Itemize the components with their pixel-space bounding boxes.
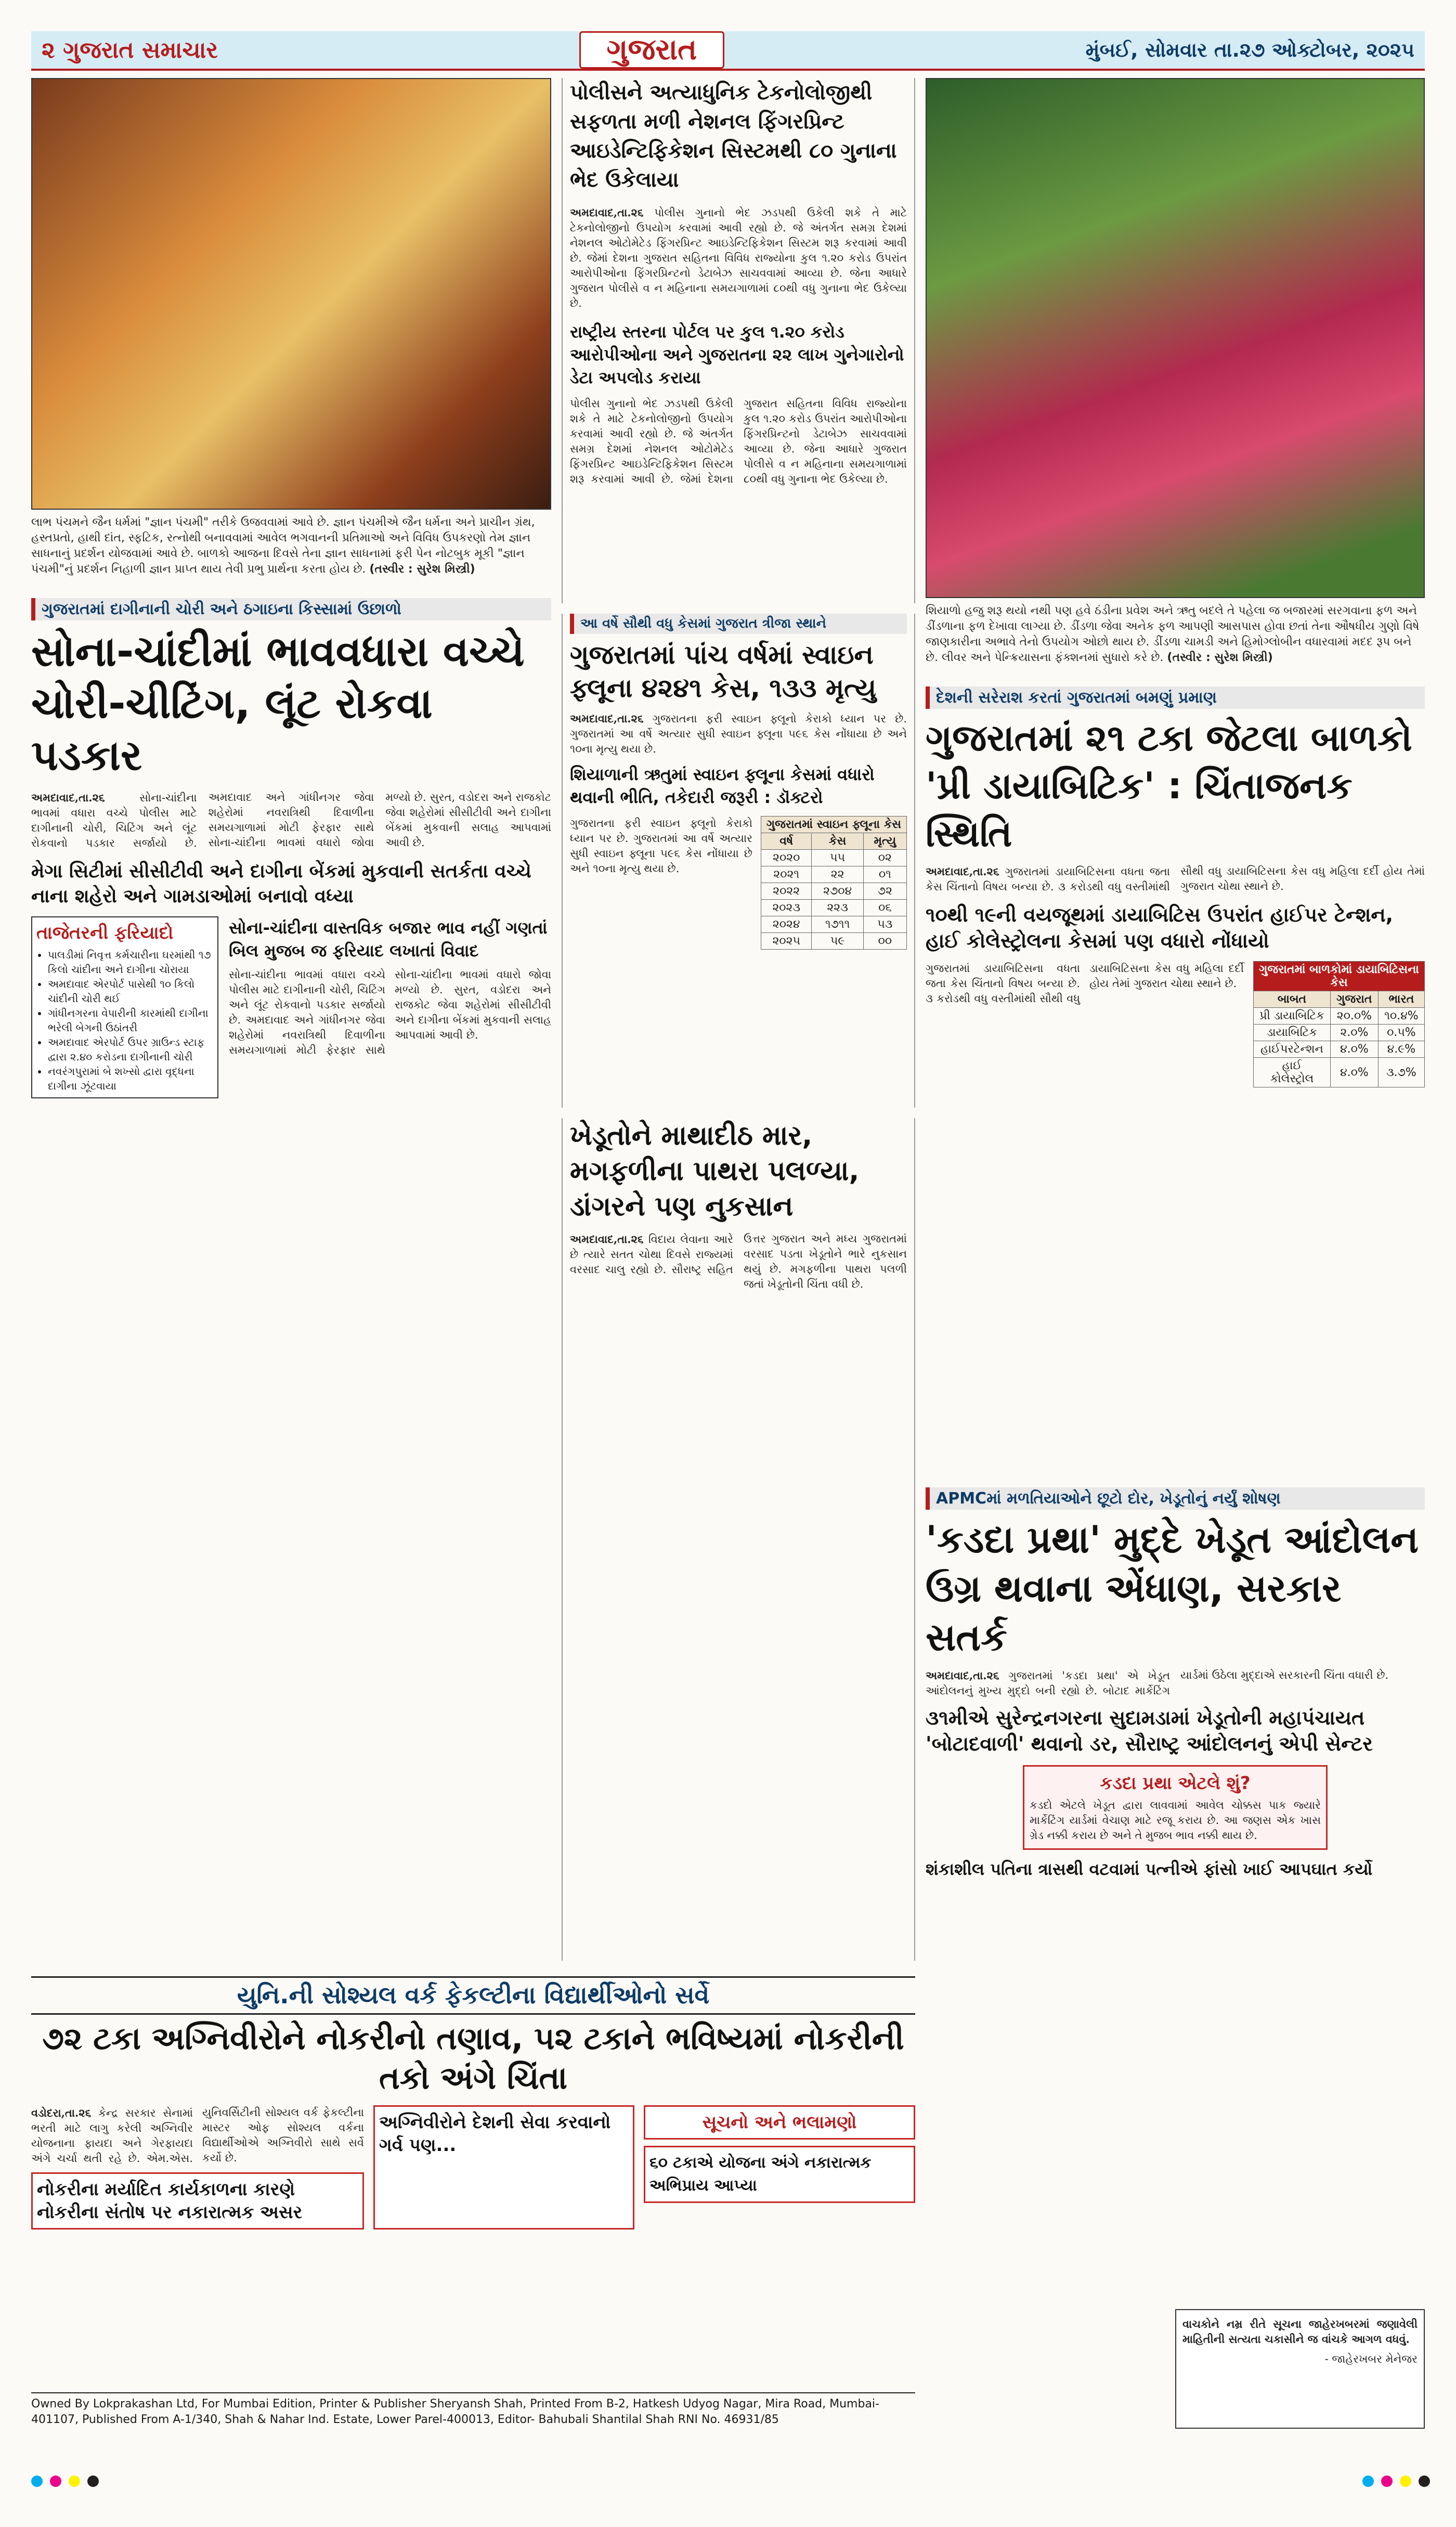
apmc-story xyxy=(926,1487,1425,2299)
survey-box2-title: અગ્નિવીરોને દેશની સેવા કરવાનો ગર્વ પણ... xyxy=(379,2112,611,2156)
complaints-box xyxy=(31,916,218,1098)
survey-columns xyxy=(31,2105,915,2230)
swine-table xyxy=(761,816,907,950)
footer-imprint: Owned By Lokprakashan Ltd, For Mumbai Edition, Printer & Publisher Sheryansh Shah, Printed From B-2, Hatkesh Udyog Nagar, Mira Road, Mumbai- 401107, Published From A-1/340, Shah & Nahar Ind. Estate, Lower Parel-400013, Editor- Bahubali Shantilal Shah RNI No. 46931/85 xyxy=(31,2392,915,2439)
photo-left-credit: (તસ્વીર : સુરેશ મિસ્ત્રી) xyxy=(369,563,475,576)
diabetes-story xyxy=(926,686,1425,1477)
diabetes-kicker: દેશની સરેરાશ કરતાં ગુજરાતમાં બમણું પ્રમાણ xyxy=(926,686,1425,709)
photo-left-caption-text: લાભ પંચમને જૈન ધર્મમાં "જ્ઞાન પંચમી" તરીકે ઉજવવામાં આવે છે. જ્ઞાન પંચમીએ જૈન ધર્મના અને પ્રાચીન ગ્રંથ, હસ્તપ્રતો, હાથી દાંત, સ્ફટિક, રત્નોથી બનાવવામાં આવેલ ભગવાનની પ્રતિમાઓ અને વિવિધ ઉપકરણો તેમ જ્ઞાન સાધનાનું પ્રદર્શન યોજવામાં આવે છે. બાળકો આજના દિવસે તેના જ્ઞાન સાધનામાં ફરી પેન નોટબુક મૂકી "જ્ઞાન પંચમી"નું પ્રદર્શન નિહાળી જ્ઞાન પ્રાપ્ત થાય તેવી પ્રભુ પ્રાર્થના કરતા હોય છે. xyxy=(31,516,535,576)
gold-right-col xyxy=(229,916,551,1098)
gold-subhead: મેગા સિટીમાં સીસીટીવી અને દાગીના બેંકમાં મુકવાની સતર્કતા વચ્ચે નાના શહેરો અને ગામડાઓમાં બનાવો વધ્યા xyxy=(31,861,531,907)
survey-box2 xyxy=(373,2105,634,2230)
table-row xyxy=(761,850,906,866)
swine-body-wrap xyxy=(570,711,907,757)
farm-dateline: અમદાવાદ,તા.૨૬ xyxy=(570,1233,644,1246)
section-title: ગુજરાત xyxy=(579,31,725,69)
table-row xyxy=(1254,1041,1425,1058)
page-paper-label: ૨ ગુજરાત સમાચાર xyxy=(42,36,218,63)
table-cell: ૨૦૨૦ xyxy=(761,850,812,866)
survey-box1 xyxy=(31,2172,364,2230)
diabetes-dateline: અમદાવાદ,તા.૨૬ xyxy=(926,865,999,878)
gold-headline: સોના-ચાંદીમાં ભાવવધારા વચ્ચે ચોરી-ચીટિંગ, લૂંટ રોકવા પડકાર xyxy=(31,627,525,780)
table-cell: ૪.૦% xyxy=(1330,1058,1378,1087)
list-item: • અમદાવાદ એરપોર્ટ ઉપર ગ્રાઉન્ડ સ્ટાફ દ્વારા ૨.૪૦ કરોડના દાગીનાની ચોરી xyxy=(48,1035,213,1064)
table-cell: ૨૨ xyxy=(812,866,863,883)
apmc-subhead2: શંકાશીલ પતિના ત્રાસથી વટવામાં પત્નીએ ફાંસો ખાઈ આપઘાત કર્યો xyxy=(926,1859,1373,1879)
gold-dateline: અમદાવાદ,તા.૨૬ xyxy=(31,791,105,804)
table-cell: ૫૩ xyxy=(863,916,906,933)
swine-body: ગુજરાતના ફરી સ્વાઇન ફ્લૂનો કેરાકો ધ્યાન પર છે. ગુજરાતમાં આ વર્ષે અત્યાર સુધી સ્વાઇન ફ્લૂના ૫૯૬ કેસ નોંધાયા છે અને ૧૦ના મૃત્યુ થયા છે. xyxy=(570,712,907,755)
table-cell: ૦૧ xyxy=(863,866,906,883)
survey-box1-title: નોકરીના મર્યાદિત કાર્યકાળના કારણે નોકરીના સંતોષ પર નકારાત્મક અસર xyxy=(37,2179,303,2223)
table-header: ગુજરાત xyxy=(1330,991,1378,1008)
fingerprint-story xyxy=(562,78,915,603)
gold-subhead2: સોના-ચાંદીના વાસ્તવિક બજાર ભાવ નહીં ગણતાં બિલ મુજબ જ ફરિયાદ લખાતાં વિવાદ xyxy=(229,918,548,961)
apmc-headline: 'કડદા પ્રથા' મુદ્દે ખેડૂત આંદોલન ઉગ્ર થવાના એંધાણ, સરકાર સતર્ક xyxy=(926,1518,1419,1659)
table-cell: ૫૯ xyxy=(812,933,863,950)
table-cell: ૨૦.૦% xyxy=(1330,1008,1378,1025)
fingerprint-filler xyxy=(570,396,907,487)
note-sign: - જાહેરખબર મેનેજર xyxy=(1324,2353,1418,2365)
diabetes-headline: ગુજરાતમાં ૨૧ ટકા જેટલા બાળકો 'પ્રી ડાયાબિટિક' : ચિંતાજનક સ્થિતિ xyxy=(926,717,1412,855)
table-cell: ૦૬ xyxy=(863,900,906,916)
table-cell: ૧૦.૪% xyxy=(1378,1008,1424,1025)
advert-note-box xyxy=(1175,2309,1425,2429)
list-item: • નવરંગપુરામાં બે શખ્સો દ્વારા વૃદ્ધના દાગીના ઝૂંટવાયા xyxy=(48,1064,213,1093)
table-cell: ૦૦ xyxy=(863,933,906,950)
swine-body-repeat: ગુજરાતના ફરી સ્વાઇન ફ્લૂનો કેરાકો ધ્યાન પર છે. ગુજરાતમાં આ વર્ષે અત્યાર સુધી સ્વાઇન ફ્લૂના ૫૯૬ કેસ નોંધાયા છે અને ૧૦ના મૃત્યુ થયા છે. xyxy=(570,817,752,875)
list-item: • અમદાવાદ એરપોર્ટ પાસેથી ૧૦ કિલો ચાંદીની ચોરી થઈ xyxy=(48,977,213,1006)
table-row xyxy=(1254,1008,1425,1025)
swine-kicker: આ વર્ષે સૌથી વધુ કેસમાં ગુજરાત ત્રીજા સ્થાને xyxy=(570,614,907,634)
table-cell: ૪.૯% xyxy=(1378,1041,1424,1058)
fingerprint-body-cont: પોલીસ ગુનાનો ભેદ ઝડપથી ઉકેલી શકે તે માટે ટેકનોલોજીનો ઉપયોગ કરવામાં આવી રહ્યો છે. જે અંતર્ગત સમગ્ર દેશમાં નેશનલ ઓટોમેટેડ ફિંગરપ્રિન્ટ આઇડેન્ટિફિકેશન સિસ્ટમ શરૂ કરવામાં આવી છે. જેમાં દેશના ગુજરાત સહિતના વિવિધ રાજ્યોના કુલ ૧.૨૦ કરોડ ઉપરાંત આરોપીઓના ફિંગરપ્રિન્ટનો ડેટાબેઝ સાચવવામાં આવ્યા છે. જેના આધારે ગુજરાત પોલીસે વ ન મહિનાના સમયગાળામાં ૮૦થી વધુ ગુનાના ભેદ ઉકેલ્યા છે. xyxy=(570,397,907,485)
fingerprint-dateline: અમદાવાદ,તા.૨૬ xyxy=(570,206,644,219)
survey-box3 xyxy=(644,2105,915,2140)
gold-body-wrap xyxy=(31,790,551,851)
black-dot xyxy=(1419,2476,1430,2487)
fingerprint-body-wrap xyxy=(570,205,907,311)
jnan-panchami-photo xyxy=(31,78,551,510)
table-cell: હાઈ કોલેસ્ટ્રોલ xyxy=(1254,1058,1331,1087)
table-cell: ૦૨ xyxy=(863,850,906,866)
photo-right-caption xyxy=(926,603,1425,681)
table-cell: ૪.૦% xyxy=(1330,1041,1378,1058)
magenta-dot xyxy=(50,2476,61,2487)
table-cell: ૧૭૧૧ xyxy=(812,916,863,933)
diabetes-body-cont xyxy=(926,961,1244,1087)
dindla-fruit-photo xyxy=(926,78,1425,598)
table-cell: ૨૭૦૪ xyxy=(812,883,863,900)
gold-story xyxy=(31,598,551,1451)
table-cell: ૨૦૨૫ xyxy=(761,933,812,950)
table-cell: ડાયાબિટિક xyxy=(1254,1025,1331,1041)
registration-dots-left xyxy=(31,2476,99,2487)
apmc-body: ગુજરાતમાં 'કડદા પ્રથા' એ ખેડૂત આંદોલનનું મુખ્ય મુદ્દો બની રહ્યો છે. બોટાદ માર્કેટિંગ યાર્ડમાં ઉઠેલા મુદ્દાએ સરકારની ચિંતા વધારી છે. xyxy=(926,1669,1389,1697)
diabetes-table xyxy=(1253,961,1425,1087)
complaints-list xyxy=(36,948,213,1093)
table-cell: ૦.૫% xyxy=(1378,1025,1424,1041)
diabetes-body-wrap xyxy=(926,864,1425,895)
survey-body: કેન્દ્ર સરકાર સેનામાં ભરતી માટે લાગુ કરેલી અગ્નિવીર યોજનાના ફાયદા અને ગેરફાયદા અંગે ચર્ચા થતી રહે છે. એમ.એસ. યુનિવર્સિટીની સોશ્યલ વર્ક ફેકલ્ટીના માસ્ટર ઓફ સોશ્યલ વર્કના વિદ્યાર્થીઓએ અગ્નિવીરો સાથે સર્વે કર્યો છે. xyxy=(31,2106,364,2165)
fingerprint-body: પોલીસ ગુનાનો ભેદ ઝડપથી ઉકેલી શકે તે માટે ટેકનોલોજીનો ઉપયોગ કરવામાં આવી રહ્યો છે. જે અંતર્ગત સમગ્ર દેશમાં નેશનલ ઓટોમેટેડ ફિંગરપ્રિન્ટ આઇડેન્ટિફિકેશન સિસ્ટમ શરૂ કરવામાં આવી છે. જેમાં દેશના ગુજરાત સહિતના વિવિધ રાજ્યોના કુલ ૧.૨૦ કરોડ ઉપરાંત આરોપીઓના ફિંગરપ્રિન્ટનો ડેટાબેઝ સાચવવામાં આવ્યા છે. જેના આધારે ગુજરાત પોલીસે વ ન મહિનાના સમયગાળામાં ૮૦થી વધુ ગુનાના ભેદ ઉકેલ્યા છે. xyxy=(570,206,907,309)
gold-body-cont xyxy=(229,967,551,1058)
fingerprint-subhead: રાષ્ટ્રીય સ્તરના પોર્ટલ પર કુલ ૧.૨૦ કરોડ આરોપીઓના અને ગુજરાતના ૨૨ લાખ ગુનેગારોનો ડેટા અપલોડ કરાયા xyxy=(570,322,904,387)
table-cell: ૨૨૩ xyxy=(812,900,863,916)
note-body: વાચકોને નમ્ર રીતે સૂચના જાહેરખબરમાં જણાવેલી માહિતીની સત્યતા ચકાસીને જ વાંચકે આગળ વધવું. xyxy=(1182,2317,1418,2345)
kadda-box-body: કડદો એટલે ખેડૂત દ્વારા લાવવામાં આવેલ ચોક્કસ પાક જ્યારે માર્કેટિંગ યાર્ડમાં વેચાણ માટે રજૂ કરાય છે. આ જણસ એક ખાસ ગ્રેડ નક્કી કરાય છે અને તે મુજબ ભાવ નક્કી થાય છે. xyxy=(1030,1799,1321,1842)
table-row xyxy=(1254,1058,1425,1087)
table-cell: ૨૦૨૨ xyxy=(761,883,812,900)
swine-table-wrap xyxy=(570,816,907,950)
table-header: વર્ષ xyxy=(761,833,812,850)
masthead xyxy=(31,31,1425,71)
registration-dots-right xyxy=(1362,2476,1430,2487)
survey-dateline: વડોદરા,તા.૨૬ xyxy=(31,2106,92,2119)
table-row xyxy=(761,933,906,950)
gold-kicker: ગુજરાતમાં દાગીનાની ચોરી અને ઠગાઇના કિસ્સામાં ઉછાળો xyxy=(31,598,551,620)
gold-body: સોના-ચાંદીના ભાવમાં વધારા વચ્ચે પોલીસ માટે દાગીનાની ચોરી, ચિટિંગ અને લૂંટ રોકવાનો પડકાર સર્જાયો છે. અમદાવાદ અને ગાંધીનગર જેવા શહેરોમાં નવરાત્રિથી દિવાળીના સમયગાળામાં મોટી ફેરફાર સાથે સોના-ચાંદીના ભાવમાં વધારો જોવા મળ્યો છે. સુરત, વડોદરા અને રાજકોટ જેવા શહેરોમાં સીસીટીવી અને દાગીના બેંકમાં મુકવાની સલાહ આપવામાં આવી છે. xyxy=(31,791,551,849)
table-cell: હાઈપરટેન્શન xyxy=(1254,1041,1331,1058)
table-header: કેસ xyxy=(812,833,863,850)
table-cell: ૭૨ xyxy=(863,883,906,900)
table-row xyxy=(761,916,906,933)
photo-right-caption-text: શિયાળો હજુ શરૂ થયો નથી પણ હવે ઠંડીના પ્રવેશ અને ઋતુ બદલે તે પહેલા જ બજારમાં સરગવાના ફળ અને ડીંડળાના ફળ દેખાવા લાગ્યા છે. ડીંડળા જેવા અનેક ફળ આપણી આસપાસ હોવા છતાં તેના ઔષધીય ગુણો વિષે જાણકારીના અભાવે તેનો ઉપયોગ ઓછો થાય છે. ડીંડળા ચામડી અને હિમોગ્લોબીન વધારવામાં મદદ રૂપ બને છે. લીવર અને પેન્ક્રિયાસના ફંક્શનમાં સુધારો કરે છે. xyxy=(926,604,1420,664)
survey-box4-title: ૬૦ ટકાએ યોજના અંગે નકારાત્મક અભિપ્રાય આપ્યા xyxy=(649,2154,872,2195)
table-header: ભારત xyxy=(1378,991,1424,1008)
survey-box4 xyxy=(644,2146,915,2203)
dateline: મુંબઈ, સોમવાર તા.૨૭ ઓક્ટોબર, ૨૦૨૫ xyxy=(1085,38,1414,61)
kadda-box xyxy=(1023,1765,1328,1850)
diabetes-lower xyxy=(926,961,1425,1087)
cyan-dot xyxy=(1362,2476,1374,2487)
table-cell: પ્રી ડાયાબિટિક xyxy=(1254,1008,1331,1025)
farm-headline: ખેડૂતોને માથાદીઠ માર, મગફળીના પાથરા પલળ્યા, ડાંગરને પણ નુકસાન xyxy=(570,1120,860,1222)
gold-lower xyxy=(31,916,551,1098)
table-cell: ૨૦૨૩ xyxy=(761,900,812,916)
diabetes-table-title: ગુજરાતમાં બાળકોમાં ડાયાબિટિસના કેસ xyxy=(1254,962,1425,991)
kadda-box-title: કડદા પ્રથા એટલે શું? xyxy=(1100,1773,1251,1794)
table-header: મૃત્યુ xyxy=(863,833,906,850)
farm-body-wrap xyxy=(570,1232,907,1292)
gold-body-repeat: સોના-ચાંદીના ભાવમાં વધારા વચ્ચે પોલીસ માટે દાગીનાની ચોરી, ચિટિંગ અને લૂંટ રોકવાનો પડકાર સર્જાયો છે. અમદાવાદ અને ગાંધીનગર જેવા શહેરોમાં નવરાત્રિથી દિવાળીના સમયગાળામાં મોટી ફેરફાર સાથે સોના-ચાંદીના ભાવમાં વધારો જોવા મળ્યો છે. સુરત, વડોદરા અને રાજકોટ જેવા શહેરોમાં સીસીટીવી અને દાગીના બેંકમાં મુકવાની સલાહ આપવામાં આવી છે. xyxy=(229,968,551,1056)
apmc-kicker: APMCમાં મળતિયાઓને છૂટો દોર, ખેડૂતોનું નર્યું શોષણ xyxy=(926,1487,1425,1510)
complaints-title: તાજેતરની ફરિયાદો xyxy=(36,923,174,943)
cyan-dot xyxy=(31,2476,43,2487)
table-row xyxy=(1254,1025,1425,1041)
table-row xyxy=(761,866,906,883)
yellow-dot xyxy=(69,2476,80,2487)
survey-kicker: યુનિ.ની સોશ્યલ વર્ક ફેકલ્ટીના વિદ્યાર્થીઓનો સર્વે xyxy=(31,1976,915,2015)
swine-subhead: શિયાળાની ઋતુમાં સ્વાઇન ફ્લૂના કેસમાં વધારો થવાની ભીતિ, તકેદારી જરૂરી : ડૉક્ટરો xyxy=(570,764,875,807)
magenta-dot xyxy=(1381,2476,1393,2487)
survey-right-col xyxy=(644,2105,915,2230)
table-cell: ૩.૭% xyxy=(1378,1058,1424,1087)
photo-right-credit: (તસ્વીર : સુરેશ મિસ્ત્રી) xyxy=(1167,651,1273,664)
survey-left-col xyxy=(31,2105,364,2230)
photo-left-caption xyxy=(31,515,551,588)
swine-body-cont xyxy=(570,816,752,950)
survey-story xyxy=(31,1976,915,2377)
list-item: • પાલડીમાં નિવૃત્ત કર્મચારીના ઘરમાંથી ૧૭ કિલો ચાંદીના અને દાગીના ચોરાયા xyxy=(48,948,213,977)
farm-story xyxy=(562,1118,915,1961)
table-row xyxy=(761,900,906,916)
table-cell: ૨.૦% xyxy=(1330,1025,1378,1041)
apmc-subhead: ૩૧મીએ સુરેન્દ્રનગરના સુદામડામાં ખેડૂતોની મહાપંચાયત 'બોટાદવાળી' થવાનો ડર, સૌરાષ્ટ્ર આંદોલનનું એપી સેન્ટર xyxy=(926,1706,1373,1755)
survey-headline: ૭૨ ટકા અગ્નિવીરોને નોકરીનો તણાવ, ૫૨ ટકાને ભવિષ્યમાં નોકરીની તકો અંગે ચિંતા xyxy=(42,2020,904,2096)
table-cell: ૨૦૨૪ xyxy=(761,916,812,933)
list-item: • ગાંધીનગરના વેપારીની કારમાંથી દાગીના ભરેલી બેગની ઉઠાંતરી xyxy=(48,1006,213,1035)
swine-story xyxy=(562,614,915,1108)
swine-table-title: ગુજરાતમાં સ્વાઇન ફ્લૂના કેસ xyxy=(761,817,906,833)
diabetes-body: ગુજરાતમાં ડાયાબિટિસના વધતા જતા કેસ ચિંતાનો વિષય બન્યા છે. ૩ કરોડથી વધુ વસ્તીમાંથી સૌથી વધુ ડાયાબિટિસના કેસ વધુ મહિલા દર્દી હોય તેમાં ગુજરાત ચોથા સ્થાને છે. xyxy=(926,865,1425,893)
table-header: બાબત xyxy=(1254,991,1331,1008)
diabetes-subhead: ૧૦થી ૧૯ની વયજૂથમાં ડાયાબિટિસ ઉપરાંત હાઈપર ટેન્શન, હાઈ કોલેસ્ટ્રોલના કેસમાં પણ વધારો નોંધાયો xyxy=(926,903,1394,952)
yellow-dot xyxy=(1400,2476,1411,2487)
farm-body: વિદાય લેવાના આરે છે ત્યારે સતત ચોથા દિવસે રાજ્યમાં વરસાદ ચાલુ રહ્યો છે. સૌરાષ્ટ્ર સહિત ઉત્તર ગુજરાત અને મધ્ય ગુજરાતમાં વરસાદ પડતા ખેડૂતોને ભારે નુકસાન થયું છે. મગફળીના પાથરા પલળી જતાં ખેડૂતોની ચિંતા વધી છે. xyxy=(570,1233,907,1290)
survey-box3-title: સૂચનો અને ભલામણો xyxy=(702,2112,857,2133)
diabetes-body-repeat: ગુજરાતમાં ડાયાબિટિસના વધતા જતા કેસ ચિંતાનો વિષય બન્યા છે. ૩ કરોડથી વધુ વસ્તીમાંથી સૌથી વધુ ડાયાબિટિસના કેસ વધુ મહિલા દર્દી હોય તેમાં ગુજરાત ચોથા સ્થાને છે. xyxy=(926,962,1244,1005)
swine-headline: ગુજરાતમાં પાંચ વર્ષમાં સ્વાઇન ફ્લૂના ૪૨૪૧ કેસ, ૧૩૩ મૃત્યુ xyxy=(570,640,877,703)
swine-dateline: અમદાવાદ,તા.૨૬ xyxy=(570,712,644,725)
apmc-body-wrap xyxy=(926,1668,1425,1699)
table-row xyxy=(761,883,906,900)
table-cell: ૨૦૨૧ xyxy=(761,866,812,883)
survey-body-wrap xyxy=(31,2105,364,2166)
fingerprint-headline: પોલીસને અત્યાધુનિક ટેકનોલોજીથી સફળતા મળી નેશનલ ફિંગરપ્રિન્ટ આઇડેન્ટિફિકેશન સિસ્ટમથી ૮૦ ગુનાના ભેદ ઉકેલાયા xyxy=(570,81,897,192)
black-dot xyxy=(87,2476,99,2487)
table-cell: ૫૫ xyxy=(812,850,863,866)
apmc-dateline: અમદાવાદ,તા.૨૬ xyxy=(926,1669,999,1682)
